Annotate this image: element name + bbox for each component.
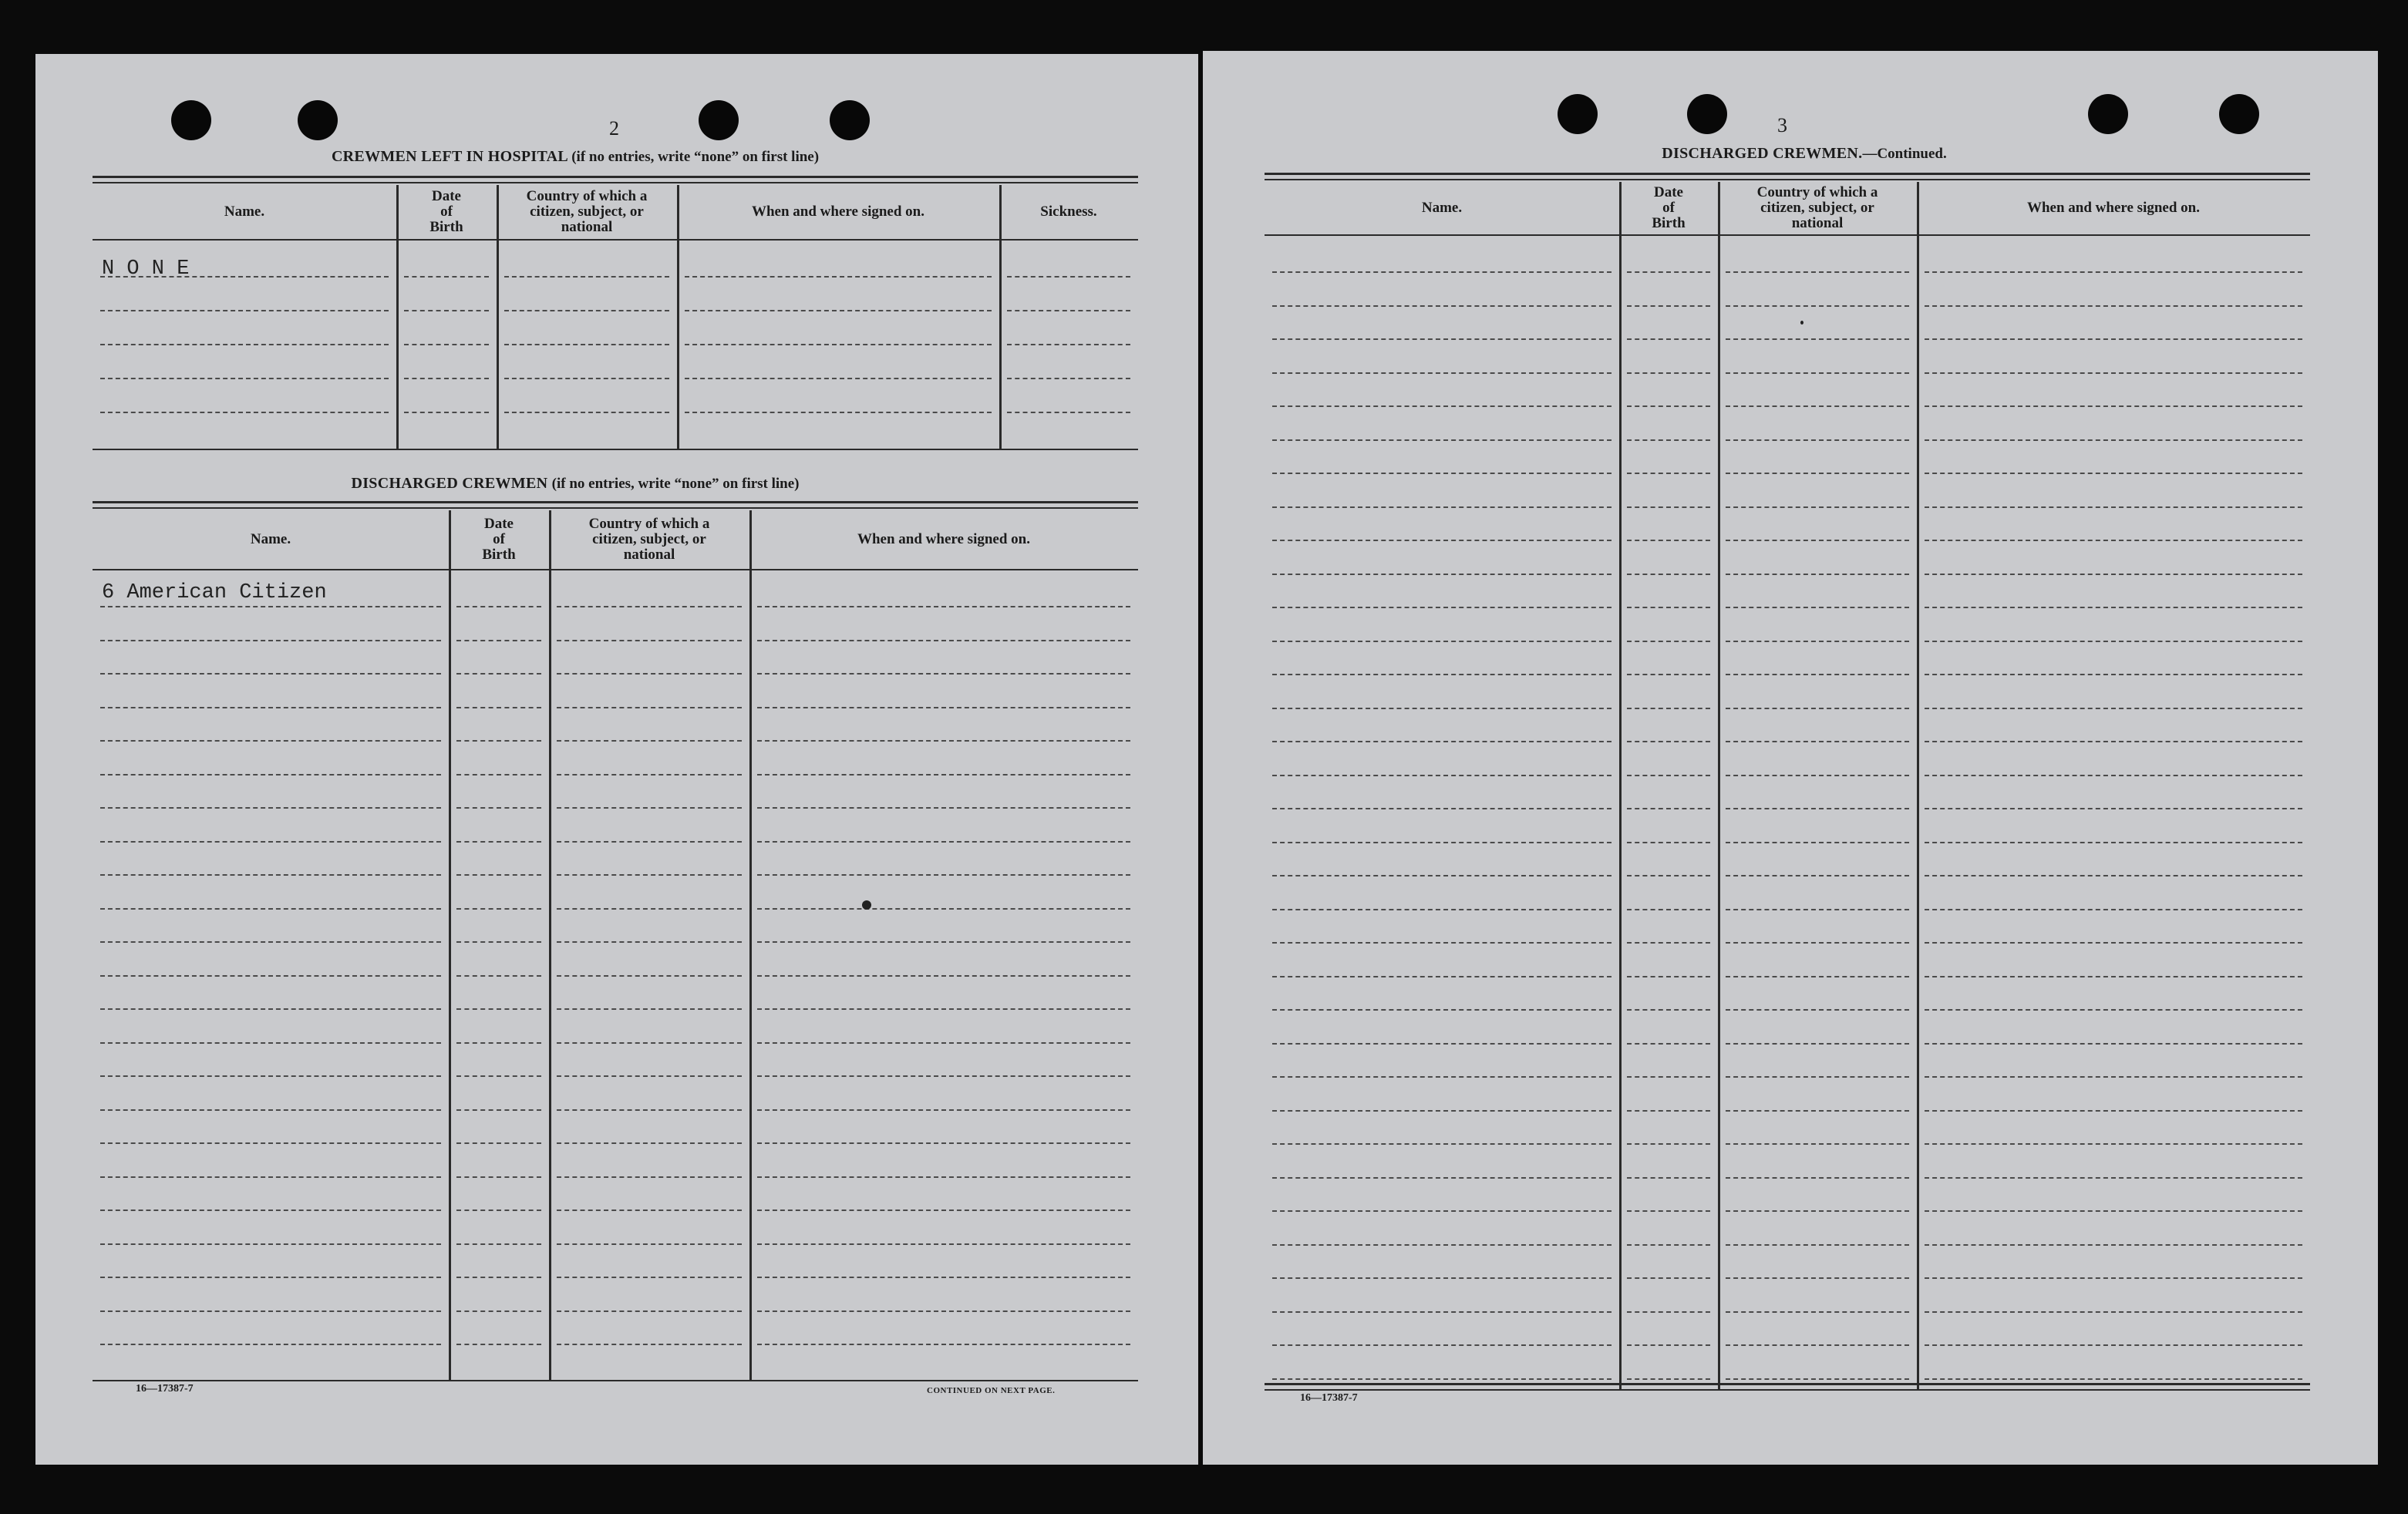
ruled-line bbox=[100, 673, 441, 675]
ruled-line bbox=[557, 774, 742, 776]
ruled-line bbox=[100, 1243, 441, 1245]
ruled-line bbox=[456, 1008, 541, 1010]
ruled-line bbox=[1925, 1177, 2302, 1179]
ruled-line bbox=[1272, 875, 1612, 876]
column-divider bbox=[1718, 182, 1720, 1389]
ruled-line bbox=[1726, 439, 1909, 441]
ruled-line bbox=[1726, 1143, 1909, 1145]
ruled-line bbox=[456, 1243, 541, 1245]
ruled-line bbox=[1726, 1277, 1909, 1279]
ruled-line bbox=[557, 908, 742, 910]
ruled-line bbox=[1272, 607, 1612, 608]
ruled-line bbox=[557, 1243, 742, 1245]
ruled-line bbox=[1272, 574, 1612, 575]
ruled-line bbox=[757, 740, 1130, 742]
ruled-line bbox=[1627, 1043, 1710, 1045]
ruled-line bbox=[456, 1344, 541, 1345]
column-header: Sickness. bbox=[1040, 204, 1097, 220]
ruled-line bbox=[1726, 1378, 1909, 1380]
ruled-line bbox=[1925, 372, 2302, 374]
ruled-line bbox=[1925, 1043, 2302, 1045]
ruled-line bbox=[557, 640, 742, 641]
ruled-line bbox=[1726, 1009, 1909, 1011]
ruled-line bbox=[1627, 976, 1710, 977]
ruled-line bbox=[1726, 1110, 1909, 1112]
ruled-line bbox=[100, 606, 441, 607]
ruled-line bbox=[757, 1277, 1130, 1278]
ruled-line bbox=[1925, 1143, 2302, 1145]
ruled-line bbox=[1925, 439, 2302, 441]
ruled-line bbox=[1272, 1177, 1612, 1179]
ruled-line bbox=[1272, 775, 1612, 776]
ruled-line bbox=[456, 707, 541, 708]
form-number: 16—17387-7 bbox=[1300, 1392, 1358, 1404]
ruled-line bbox=[456, 1310, 541, 1312]
ruled-line bbox=[757, 1310, 1130, 1312]
ruled-line bbox=[1925, 1277, 2302, 1279]
ruled-line bbox=[1925, 506, 2302, 508]
ruled-line bbox=[1925, 808, 2302, 809]
ruled-line bbox=[1627, 305, 1710, 307]
ruled-line bbox=[1627, 875, 1710, 876]
ruled-line bbox=[1627, 473, 1710, 474]
ruled-line bbox=[757, 1142, 1130, 1144]
ruled-line bbox=[557, 673, 742, 675]
table-bottom-rule bbox=[93, 1380, 1138, 1381]
ruled-line bbox=[456, 740, 541, 742]
ruled-line bbox=[1925, 741, 2302, 742]
ruled-line bbox=[757, 1243, 1130, 1245]
ruled-line bbox=[1272, 506, 1612, 508]
ruled-line bbox=[557, 1176, 742, 1178]
column-divider bbox=[749, 510, 752, 1380]
ruled-line bbox=[100, 740, 441, 742]
ruled-line bbox=[1627, 942, 1710, 944]
ruled-line bbox=[1272, 439, 1612, 441]
header-rule bbox=[93, 569, 1138, 570]
ruled-line bbox=[1726, 942, 1909, 944]
ruled-line bbox=[1627, 741, 1710, 742]
ruled-line bbox=[1272, 1277, 1612, 1279]
ruled-line bbox=[757, 640, 1130, 641]
ruled-line bbox=[1627, 1277, 1710, 1279]
ruled-line bbox=[1726, 1076, 1909, 1078]
ruled-line bbox=[757, 1344, 1130, 1345]
ruled-line bbox=[1272, 674, 1612, 675]
ruled-line bbox=[1925, 271, 2302, 273]
ruled-line bbox=[557, 975, 742, 977]
ruled-line bbox=[100, 774, 441, 776]
ruled-line bbox=[1726, 607, 1909, 608]
ruled-line bbox=[557, 1344, 742, 1345]
ruled-line bbox=[557, 1210, 742, 1211]
ruled-line bbox=[456, 1277, 541, 1278]
ruled-line bbox=[1272, 1244, 1612, 1246]
header-rule bbox=[1265, 234, 2310, 236]
ruled-line bbox=[1627, 641, 1710, 642]
ruled-line bbox=[1272, 1344, 1612, 1346]
ruled-line bbox=[1627, 338, 1710, 340]
ruled-line bbox=[100, 1109, 441, 1111]
ruled-line bbox=[1925, 775, 2302, 776]
column-header: Date of Birth bbox=[1652, 184, 1686, 231]
ruled-line bbox=[757, 606, 1130, 607]
ruled-line bbox=[1726, 574, 1909, 575]
ruled-line bbox=[1627, 405, 1710, 407]
ruled-line bbox=[1925, 1244, 2302, 1246]
ruled-line bbox=[1272, 473, 1612, 474]
continued-title-text: DISCHARGED CREWMEN. bbox=[1662, 145, 1863, 162]
ruled-line bbox=[1272, 909, 1612, 910]
ruled-line bbox=[100, 908, 441, 910]
ruled-line bbox=[1925, 540, 2302, 541]
ruled-line bbox=[456, 1042, 541, 1044]
ruled-line bbox=[1925, 909, 2302, 910]
ruled-line bbox=[456, 874, 541, 876]
column-divider bbox=[449, 510, 451, 1380]
ruled-line bbox=[1272, 338, 1612, 340]
ruled-line bbox=[1272, 372, 1612, 374]
ruled-line bbox=[757, 1176, 1130, 1178]
ruled-line bbox=[1726, 405, 1909, 407]
column-header: Country of which a citizen, subject, or national bbox=[588, 516, 710, 563]
ruled-line bbox=[1925, 1110, 2302, 1112]
ruled-line bbox=[757, 1075, 1130, 1077]
ruled-line bbox=[1272, 641, 1612, 642]
ruled-line bbox=[557, 707, 742, 708]
ruled-line bbox=[456, 807, 541, 809]
ruled-line bbox=[100, 1142, 441, 1144]
table-bottom-rule bbox=[1265, 1389, 2310, 1391]
ruled-line bbox=[1627, 372, 1710, 374]
ruled-line bbox=[100, 1210, 441, 1211]
ink-dot bbox=[862, 900, 871, 910]
ruled-line bbox=[456, 673, 541, 675]
ruled-line bbox=[100, 1310, 441, 1312]
discharged-title-text: DISCHARGED CREWMEN bbox=[351, 475, 548, 492]
ruled-line bbox=[456, 640, 541, 641]
ruled-line bbox=[757, 774, 1130, 776]
ruled-line bbox=[1726, 842, 1909, 843]
ruled-line bbox=[1272, 1378, 1612, 1380]
ruled-line bbox=[557, 740, 742, 742]
ruled-line bbox=[1726, 1043, 1909, 1045]
ruled-line bbox=[1726, 741, 1909, 742]
ruled-line bbox=[100, 1075, 441, 1077]
ruled-line bbox=[456, 908, 541, 910]
ruled-line bbox=[757, 1109, 1130, 1111]
ruled-line bbox=[1627, 574, 1710, 575]
discharged-table bbox=[35, 54, 1198, 1465]
ruled-line bbox=[1726, 1244, 1909, 1246]
ruled-line bbox=[1925, 842, 2302, 843]
ruled-line bbox=[757, 841, 1130, 843]
ruled-line bbox=[100, 1176, 441, 1178]
ruled-line bbox=[1726, 1177, 1909, 1179]
ruled-line bbox=[456, 1142, 541, 1144]
ruled-line bbox=[1272, 1110, 1612, 1112]
ruled-line bbox=[1627, 1009, 1710, 1011]
ruled-line bbox=[456, 941, 541, 943]
ruled-line bbox=[1272, 405, 1612, 407]
ruled-line bbox=[1925, 674, 2302, 675]
ruled-line bbox=[1925, 641, 2302, 642]
ruled-line bbox=[1272, 842, 1612, 843]
right-page bbox=[1203, 51, 2378, 1465]
ruled-line bbox=[1272, 708, 1612, 709]
ruled-line bbox=[757, 941, 1130, 943]
page-number: 2 bbox=[609, 117, 619, 140]
ruled-line bbox=[1627, 1244, 1710, 1246]
ruled-line bbox=[1726, 1344, 1909, 1346]
ruled-line bbox=[456, 606, 541, 607]
ruled-line bbox=[1925, 607, 2302, 608]
hospital-title-text: CREWMEN LEFT IN HOSPITAL bbox=[331, 148, 567, 165]
ruled-line bbox=[1726, 506, 1909, 508]
ruled-line bbox=[1272, 305, 1612, 307]
ruled-line bbox=[557, 1277, 742, 1278]
ruled-line bbox=[1627, 808, 1710, 809]
ruled-line bbox=[1272, 808, 1612, 809]
ruled-line bbox=[100, 1277, 441, 1278]
ruled-line bbox=[1726, 473, 1909, 474]
ruled-line bbox=[1627, 842, 1710, 843]
ruled-line bbox=[757, 1210, 1130, 1211]
ruled-line bbox=[456, 1176, 541, 1178]
column-header: Country of which a citizen, subject, or national bbox=[1756, 184, 1878, 231]
ruled-line bbox=[1627, 1344, 1710, 1346]
hospital-entry-none: N O N E bbox=[102, 257, 190, 281]
ruled-line bbox=[1627, 1311, 1710, 1313]
ruled-line bbox=[1726, 338, 1909, 340]
ruled-line bbox=[1627, 506, 1710, 508]
left-page bbox=[35, 54, 1198, 1465]
ruled-line bbox=[100, 1042, 441, 1044]
ruled-line bbox=[456, 1075, 541, 1077]
ruled-line bbox=[1272, 271, 1612, 273]
ruled-line bbox=[757, 975, 1130, 977]
ruled-line bbox=[1925, 976, 2302, 977]
continued-title-suffix: —Continued. bbox=[1862, 146, 1947, 162]
ruled-line bbox=[1726, 1210, 1909, 1212]
ruled-line bbox=[1627, 1143, 1710, 1145]
ruled-line bbox=[456, 1210, 541, 1211]
ruled-line bbox=[1726, 875, 1909, 876]
ruled-line bbox=[1272, 1043, 1612, 1045]
ruled-line bbox=[557, 1310, 742, 1312]
column-header: Country of which a citizen, subject, or national bbox=[526, 188, 648, 235]
ruled-line bbox=[1627, 1210, 1710, 1212]
ruled-line bbox=[1627, 1076, 1710, 1078]
ruled-line bbox=[1726, 674, 1909, 675]
ruled-line bbox=[1925, 1311, 2302, 1313]
ruled-line bbox=[1925, 574, 2302, 575]
discharged-entry: 6 American Citizen bbox=[102, 581, 327, 604]
ruled-line bbox=[1726, 808, 1909, 809]
ruled-line bbox=[1925, 708, 2302, 709]
ruled-line bbox=[1925, 305, 2302, 307]
ruled-line bbox=[757, 874, 1130, 876]
ruled-line bbox=[557, 874, 742, 876]
ruled-line bbox=[1726, 708, 1909, 709]
ruled-line bbox=[100, 975, 441, 977]
ruled-line bbox=[757, 908, 1130, 910]
ruled-line bbox=[456, 774, 541, 776]
ruled-line bbox=[1726, 641, 1909, 642]
ruled-line bbox=[100, 1008, 441, 1010]
ruled-line bbox=[757, 1008, 1130, 1010]
column-divider bbox=[549, 510, 551, 1380]
ruled-line bbox=[557, 807, 742, 809]
ruled-line bbox=[1726, 909, 1909, 910]
ruled-line bbox=[1726, 372, 1909, 374]
ruled-line bbox=[1627, 271, 1710, 273]
ruled-line bbox=[1272, 942, 1612, 944]
ruled-line bbox=[557, 1008, 742, 1010]
ink-dot bbox=[1800, 321, 1803, 325]
continued-note: CONTINUED ON NEXT PAGE. bbox=[927, 1386, 1056, 1395]
hospital-title-note: (if no entries, write “none” on first line) bbox=[571, 149, 820, 165]
ruled-line bbox=[757, 707, 1130, 708]
ruled-line bbox=[1627, 775, 1710, 776]
ruled-line bbox=[1272, 741, 1612, 742]
ruled-line bbox=[1272, 540, 1612, 541]
ruled-line bbox=[100, 941, 441, 943]
ruled-line bbox=[557, 1075, 742, 1077]
column-divider bbox=[1619, 182, 1622, 1389]
column-header: Date of Birth bbox=[429, 188, 463, 235]
ruled-line bbox=[757, 1042, 1130, 1044]
ruled-line bbox=[100, 807, 441, 809]
ruled-line bbox=[456, 975, 541, 977]
ruled-line bbox=[456, 1109, 541, 1111]
ruled-line bbox=[1726, 305, 1909, 307]
column-header: When and where signed on. bbox=[2026, 200, 2200, 216]
ruled-line bbox=[1627, 439, 1710, 441]
page-number: 3 bbox=[1777, 114, 1787, 136]
ruled-line bbox=[100, 874, 441, 876]
ruled-line bbox=[1627, 674, 1710, 675]
ruled-line bbox=[1627, 1177, 1710, 1179]
ruled-line bbox=[1925, 473, 2302, 474]
ruled-line bbox=[1627, 708, 1710, 709]
ruled-line bbox=[757, 807, 1130, 809]
discharged-title-note: (if no entries, write “none” on first line) bbox=[551, 476, 800, 492]
ruled-line bbox=[557, 1042, 742, 1044]
ruled-line bbox=[1627, 607, 1710, 608]
ruled-line bbox=[1272, 1311, 1612, 1313]
ruled-line bbox=[557, 606, 742, 607]
ruled-line bbox=[1925, 1009, 2302, 1011]
form-number: 16—17387-7 bbox=[136, 1383, 194, 1395]
ruled-line bbox=[557, 1142, 742, 1144]
ruled-line bbox=[1925, 338, 2302, 340]
column-header: Name. bbox=[250, 531, 291, 547]
column-divider bbox=[1917, 182, 1919, 1389]
ruled-line bbox=[1272, 1143, 1612, 1145]
ruled-line bbox=[557, 1109, 742, 1111]
column-header: Date of Birth bbox=[482, 516, 516, 563]
table-bottom-rule-2 bbox=[1265, 1383, 2310, 1385]
ruled-line bbox=[1726, 1311, 1909, 1313]
ruled-line bbox=[100, 841, 441, 843]
ruled-line bbox=[1627, 1110, 1710, 1112]
ruled-line bbox=[1726, 775, 1909, 776]
column-header: Name. bbox=[224, 204, 265, 220]
column-header: Name. bbox=[1421, 200, 1463, 216]
ruled-line bbox=[100, 1344, 441, 1345]
ruled-line bbox=[1272, 1076, 1612, 1078]
ruled-line bbox=[1272, 976, 1612, 977]
ruled-line bbox=[1925, 1378, 2302, 1380]
ruled-line bbox=[1272, 1009, 1612, 1011]
ruled-line bbox=[757, 673, 1130, 675]
column-header: When and where signed on. bbox=[857, 531, 1030, 547]
ruled-line bbox=[1726, 540, 1909, 541]
ruled-line bbox=[1925, 1344, 2302, 1346]
column-header: When and where signed on. bbox=[751, 204, 924, 220]
ruled-line bbox=[456, 841, 541, 843]
ruled-line bbox=[1272, 1210, 1612, 1212]
ruled-line bbox=[1925, 1076, 2302, 1078]
ruled-line bbox=[1627, 1378, 1710, 1380]
ruled-line bbox=[1627, 909, 1710, 910]
continued-table bbox=[1203, 51, 2378, 1465]
ruled-line bbox=[1726, 976, 1909, 977]
ruled-line bbox=[1925, 875, 2302, 876]
ruled-line bbox=[100, 707, 441, 708]
ruled-line bbox=[1726, 271, 1909, 273]
ruled-line bbox=[1925, 405, 2302, 407]
ruled-line bbox=[1925, 1210, 2302, 1212]
ruled-line bbox=[557, 841, 742, 843]
ruled-line bbox=[100, 640, 441, 641]
ruled-line bbox=[1627, 540, 1710, 541]
ruled-line bbox=[1925, 942, 2302, 944]
ruled-line bbox=[557, 941, 742, 943]
